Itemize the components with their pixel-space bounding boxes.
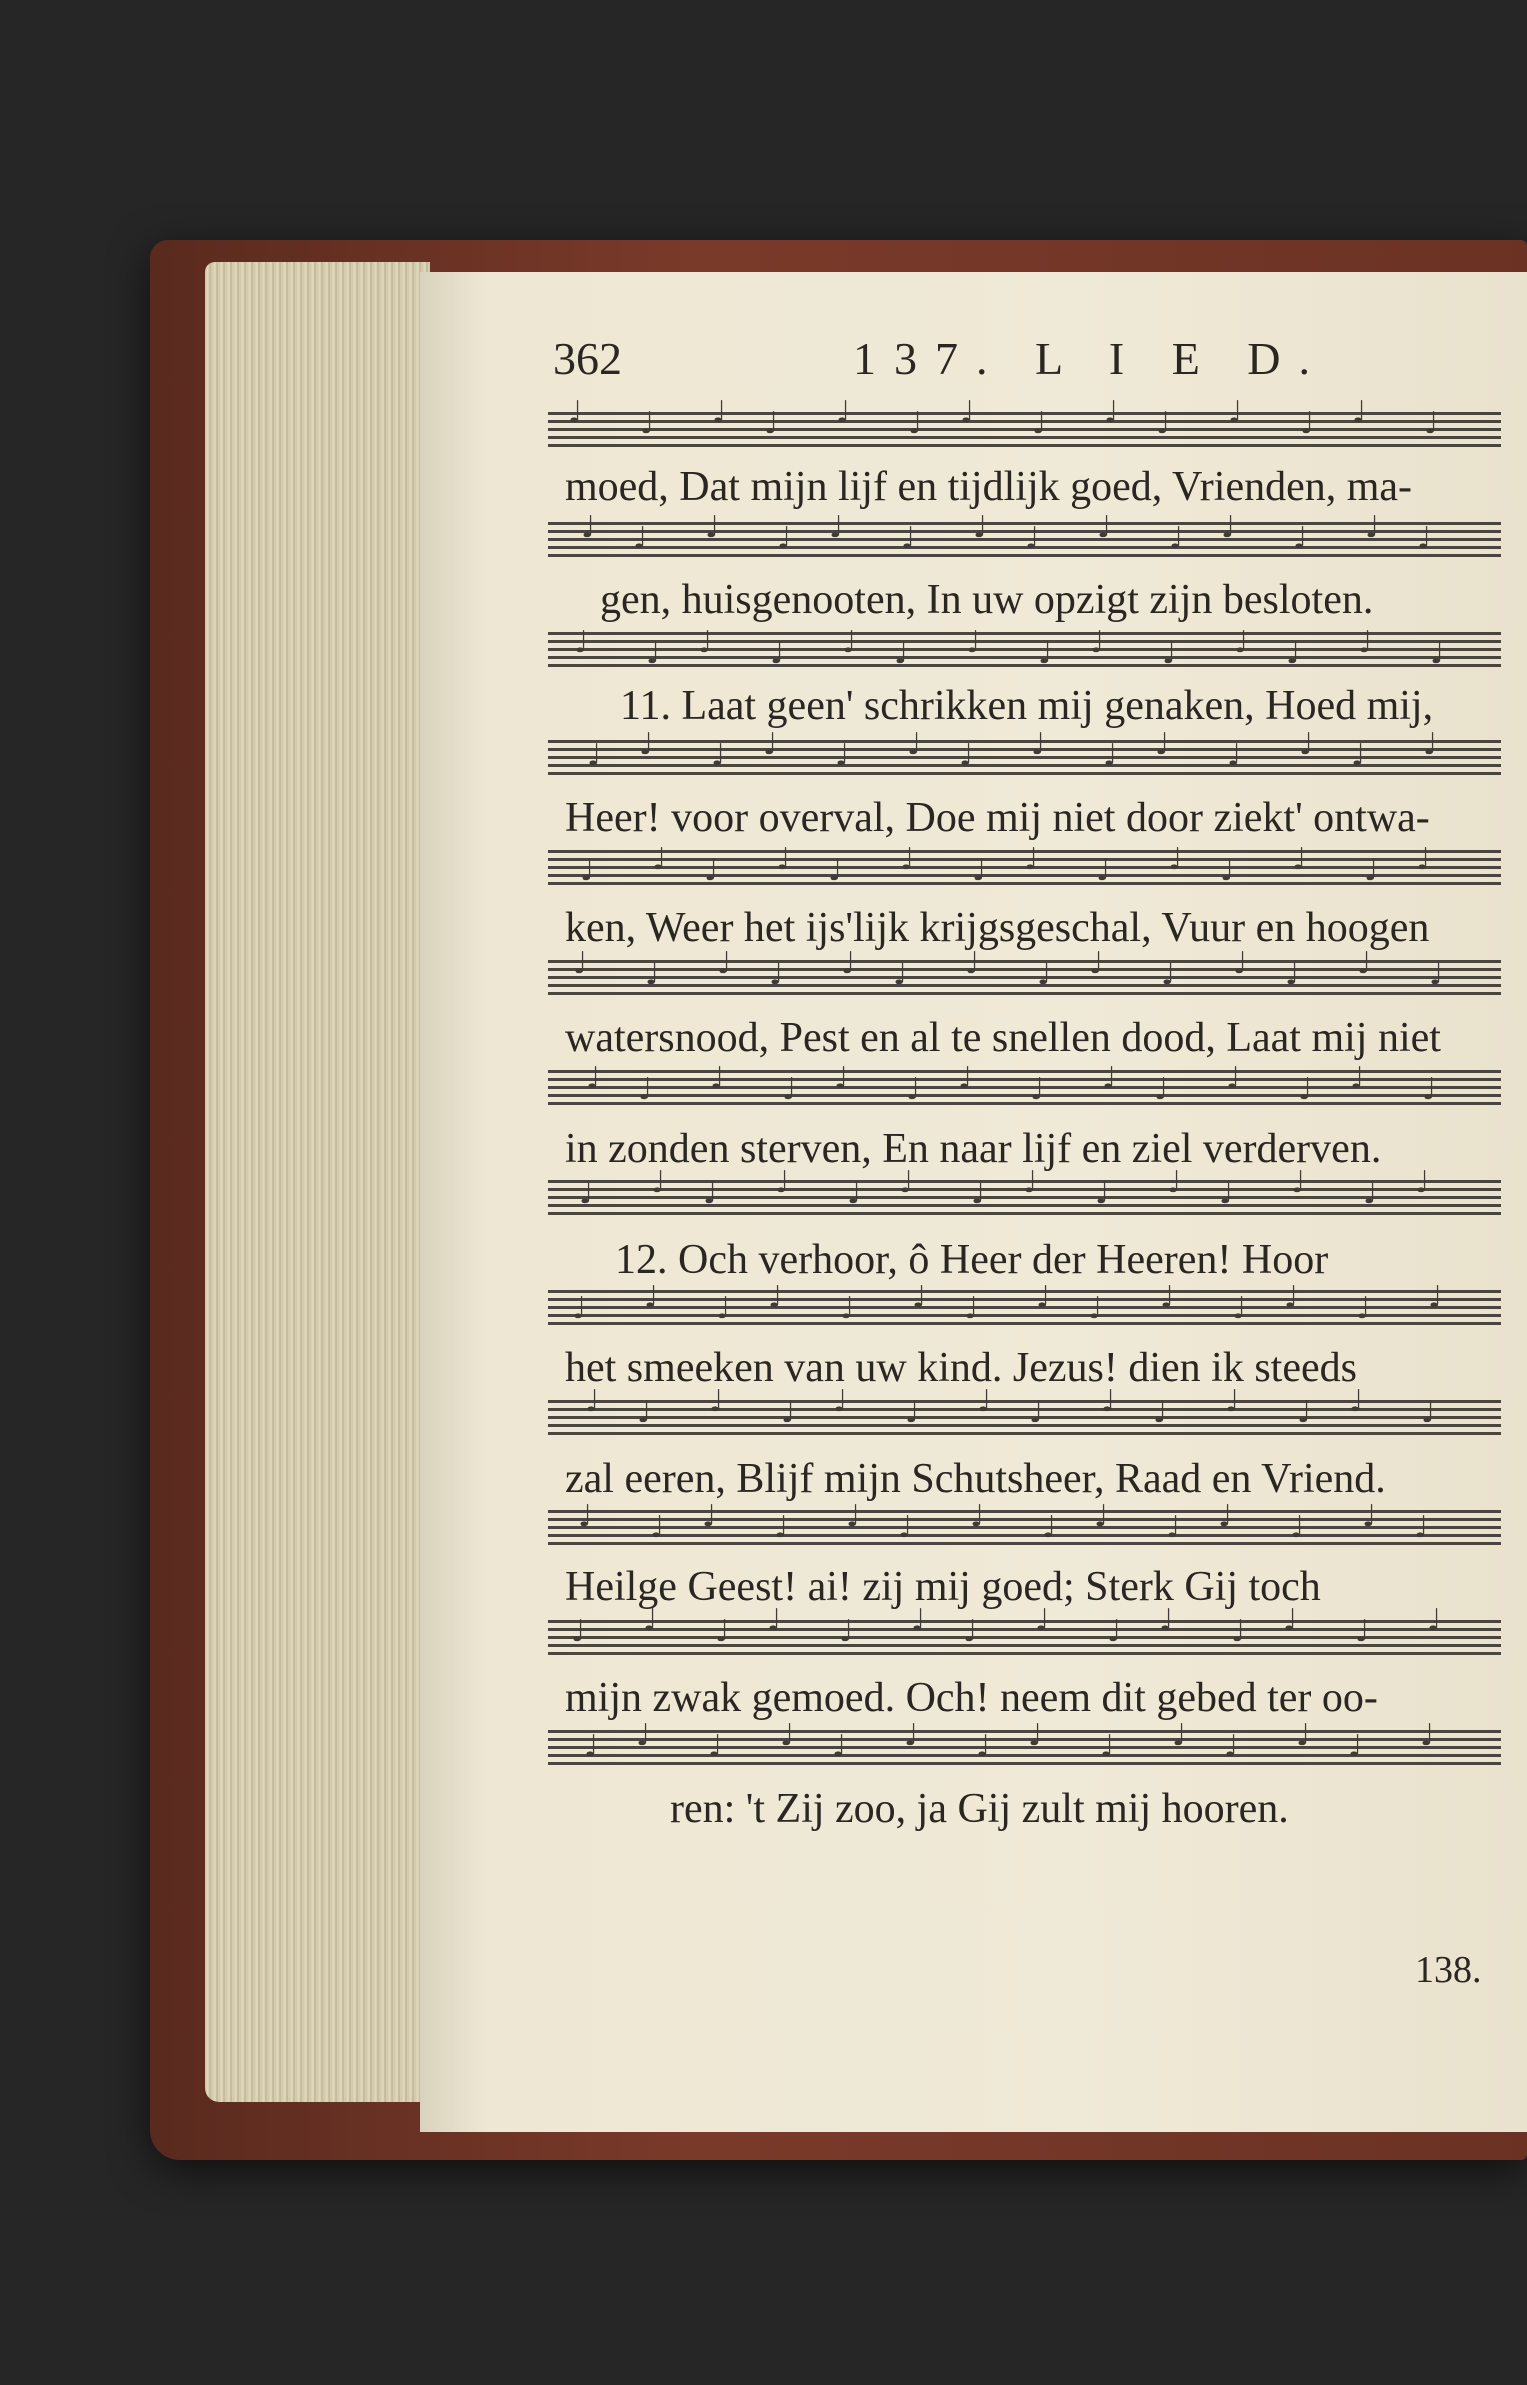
note-head: ♩ <box>1285 957 1300 992</box>
note-head: ♩ <box>842 625 857 660</box>
note-head: ♩ <box>1296 1718 1311 1753</box>
note-head: ♩ <box>640 406 655 441</box>
note-head: ♩ <box>1220 853 1235 888</box>
music-staff <box>548 1603 1501 1656</box>
note-head: ♩ <box>1362 1499 1377 1534</box>
note-head: ♩ <box>581 510 596 545</box>
note-head: ♩ <box>1421 1395 1436 1430</box>
note-head: ♩ <box>1300 406 1315 441</box>
note-head: ♩ <box>1293 521 1308 556</box>
note-head: ♩ <box>1024 842 1039 877</box>
note-head: ♩ <box>1095 1176 1110 1211</box>
hymn-title: 137. L I E D. <box>853 333 1329 384</box>
note-head: ♩ <box>717 946 732 981</box>
music-staff <box>548 625 1501 671</box>
music-staff <box>548 946 1501 996</box>
note-head: ♩ <box>1100 1729 1115 1764</box>
note-head: ♩ <box>703 1176 718 1211</box>
note-head: ♩ <box>710 1061 725 1096</box>
note-head: ♩ <box>776 842 791 877</box>
note-head: ♩ <box>712 395 727 430</box>
page-header <box>553 332 1513 382</box>
note-head: ♩ <box>1363 1176 1378 1211</box>
note-head: ♩ <box>898 1510 913 1545</box>
note-head: ♩ <box>646 636 661 671</box>
note-head: ♩ <box>828 853 843 888</box>
note-head: ♩ <box>833 1384 848 1419</box>
note-head: ♩ <box>1298 1072 1313 1107</box>
note-head: ♩ <box>711 738 726 773</box>
note-head: ♩ <box>1349 1384 1364 1419</box>
note-head: ♩ <box>1423 727 1438 762</box>
note-head: ♩ <box>958 1061 973 1096</box>
note-head: ♩ <box>1417 521 1432 556</box>
note-head: ♩ <box>1290 1510 1305 1545</box>
note-head: ♩ <box>1365 510 1380 545</box>
music-staff <box>548 510 1501 558</box>
note-head: ♩ <box>702 1499 717 1534</box>
note-head: ♩ <box>839 1614 854 1649</box>
note-head: ♩ <box>906 1072 921 1107</box>
note-head: ♩ <box>1297 1395 1312 1430</box>
lyric-line: zal eeren, Blijf mijn Schutsheer, Raad en Vriend. <box>565 1456 1386 1502</box>
note-head: ♩ <box>768 1280 783 1315</box>
note-head: ♩ <box>912 1280 927 1315</box>
note-head: ♩ <box>777 521 792 556</box>
note-head: ♩ <box>973 510 988 545</box>
note-head: ♩ <box>708 1729 723 1764</box>
note-head: ♩ <box>1030 1072 1045 1107</box>
note-head: ♩ <box>571 1614 586 1649</box>
note-head: ♩ <box>763 727 778 762</box>
note-head: ♩ <box>1167 1165 1182 1200</box>
note-head: ♩ <box>1228 395 1243 430</box>
note-head: ♩ <box>908 406 923 441</box>
note-head: ♩ <box>1424 406 1439 441</box>
note-head: ♩ <box>780 1718 795 1753</box>
note-head: ♩ <box>1420 1718 1435 1753</box>
note-head: ♩ <box>1090 625 1105 660</box>
page-number: 362 <box>553 333 622 384</box>
note-head: ♩ <box>767 1603 782 1638</box>
note-head: ♩ <box>639 727 654 762</box>
note-head: ♩ <box>1029 1395 1044 1430</box>
note-head: ♩ <box>1225 1384 1240 1419</box>
lyric-line: moed, Dat mijn lijf en tijdlijk goed, Vrienden, ma- <box>565 464 1413 510</box>
note-head: ♩ <box>1156 406 1171 441</box>
note-head: ♩ <box>1035 1603 1050 1638</box>
note-head: ♩ <box>652 842 667 877</box>
note-head: ♩ <box>1348 1729 1363 1764</box>
note-head: ♩ <box>1415 1165 1430 1200</box>
note-head: ♩ <box>894 636 909 671</box>
note-head: ♩ <box>1428 1280 1443 1315</box>
note-head: ♩ <box>963 1614 978 1649</box>
note-head: ♩ <box>770 636 785 671</box>
lyric-line: Heer! voor overval, Doe mij niet door ziekt' ontwa- <box>565 795 1430 841</box>
note-head: ♩ <box>1037 957 1052 992</box>
note-head: ♩ <box>1103 738 1118 773</box>
music-staff <box>548 727 1501 776</box>
note-head: ♩ <box>572 1291 587 1326</box>
note-head: ♩ <box>899 1165 914 1200</box>
note-head: ♩ <box>643 1603 658 1638</box>
note-head: ♩ <box>1096 853 1111 888</box>
note-head: ♩ <box>841 946 856 981</box>
music-staff <box>548 1499 1501 1546</box>
note-head: ♩ <box>644 1280 659 1315</box>
note-head: ♩ <box>1168 842 1183 877</box>
note-head: ♩ <box>900 842 915 877</box>
note-head: ♩ <box>1154 1072 1169 1107</box>
note-head: ♩ <box>1088 1291 1103 1326</box>
note-head: ♩ <box>1427 1603 1442 1638</box>
lyric-line: het smeeken van uw kind. Jezus! dien ik steeds <box>565 1345 1357 1391</box>
note-head: ♩ <box>1291 1165 1306 1200</box>
note-head: ♩ <box>834 1061 849 1096</box>
note-head: ♩ <box>1089 946 1104 981</box>
note-head: ♩ <box>774 1510 789 1545</box>
catchword: 138. <box>1415 1949 1482 1991</box>
note-head: ♩ <box>905 1395 920 1430</box>
note-head: ♩ <box>960 395 975 430</box>
note-head: ♩ <box>1107 1614 1122 1649</box>
note-head: ♩ <box>1025 521 1040 556</box>
note-head: ♩ <box>769 957 784 992</box>
music-staff <box>548 1165 1501 1216</box>
page-edges <box>205 262 430 2102</box>
note-head: ♩ <box>698 625 713 660</box>
note-head: ♩ <box>574 625 589 660</box>
note-head: ♩ <box>1350 1061 1365 1096</box>
note-head: ♩ <box>1042 1510 1057 1545</box>
note-head: ♩ <box>959 738 974 773</box>
note-head: ♩ <box>832 1729 847 1764</box>
note-head: ♩ <box>1416 842 1431 877</box>
note-head: ♩ <box>1356 1291 1371 1326</box>
note-head: ♩ <box>775 1165 790 1200</box>
note-head: ♩ <box>580 853 595 888</box>
note-head: ♩ <box>573 946 588 981</box>
note-head: ♩ <box>1169 521 1184 556</box>
note-head: ♩ <box>781 1395 796 1430</box>
music-staff <box>548 1718 1501 1766</box>
music-staff <box>548 1061 1501 1107</box>
note-head: ♩ <box>587 738 602 773</box>
lyric-line: 11. Laat geen' schrikken mij genaken, Hoed mij, <box>620 683 1434 729</box>
note-head: ♩ <box>1422 1072 1437 1107</box>
note-head: ♩ <box>972 853 987 888</box>
note-head: ♩ <box>965 946 980 981</box>
note-head: ♩ <box>904 1718 919 1753</box>
note-head: ♩ <box>1097 510 1112 545</box>
lyric-line: Heilge Geest! ai! zij mij goed; Sterk Gij toch <box>565 1564 1321 1610</box>
note-head: ♩ <box>586 1061 601 1096</box>
note-head: ♩ <box>1094 1499 1109 1534</box>
note-head: ♩ <box>1224 1729 1239 1764</box>
note-head: ♩ <box>1429 957 1444 992</box>
note-head: ♩ <box>977 1384 992 1419</box>
note-head: ♩ <box>1351 738 1366 773</box>
note-head: ♩ <box>976 1729 991 1764</box>
note-head: ♩ <box>907 727 922 762</box>
note-head: ♩ <box>1299 727 1314 762</box>
note-head: ♩ <box>836 395 851 430</box>
note-head: ♩ <box>1227 738 1242 773</box>
note-head: ♩ <box>847 1176 862 1211</box>
note-head: ♩ <box>1233 946 1248 981</box>
note-head: ♩ <box>1286 636 1301 671</box>
note-head: ♩ <box>716 1291 731 1326</box>
note-head: ♩ <box>1028 1718 1043 1753</box>
lyric-line: ren: 't Zij zoo, ja Gij zult mij hooren. <box>670 1786 1289 1832</box>
note-head: ♩ <box>715 1614 730 1649</box>
note-head: ♩ <box>1234 625 1249 660</box>
note-head: ♩ <box>1161 957 1176 992</box>
note-head: ♩ <box>1226 1061 1241 1096</box>
note-head: ♩ <box>1352 395 1367 430</box>
note-head: ♩ <box>1357 946 1372 981</box>
music-staff <box>548 842 1501 888</box>
note-head: ♩ <box>835 738 850 773</box>
note-head: ♩ <box>1159 1603 1174 1638</box>
music-staff <box>548 1280 1501 1326</box>
lyric-line: in zonden sterven, En naar lijf en ziel verderven. <box>565 1126 1382 1172</box>
note-head: ♩ <box>1219 1176 1234 1211</box>
note-head: ♩ <box>911 1603 926 1638</box>
note-head: ♩ <box>1155 727 1170 762</box>
note-head: ♩ <box>1153 1395 1168 1430</box>
note-head: ♩ <box>1231 1614 1246 1649</box>
note-head: ♩ <box>1101 1384 1116 1419</box>
note-head: ♩ <box>1221 510 1236 545</box>
note-head: ♩ <box>709 1384 724 1419</box>
lyric-line: watersnood, Pest en al te snellen dood, Laat mij niet <box>565 1015 1441 1061</box>
note-head: ♩ <box>1414 1510 1429 1545</box>
note-head: ♩ <box>966 625 981 660</box>
note-head: ♩ <box>1031 727 1046 762</box>
note-head: ♩ <box>1038 636 1053 671</box>
note-head: ♩ <box>1032 406 1047 441</box>
note-head: ♩ <box>638 1072 653 1107</box>
music-staff <box>548 395 1501 448</box>
note-head: ♩ <box>579 1176 594 1211</box>
note-head: ♩ <box>893 957 908 992</box>
lyric-line: 12. Och verhoor, ô Heer der Heeren! Hoor <box>615 1237 1329 1283</box>
note-head: ♩ <box>1023 1165 1038 1200</box>
note-head: ♩ <box>1104 395 1119 430</box>
note-head: ♩ <box>901 521 916 556</box>
note-head: ♩ <box>1160 1280 1175 1315</box>
note-head: ♩ <box>1283 1603 1298 1638</box>
note-head: ♩ <box>1172 1718 1187 1753</box>
lyric-line: gen, huisgenooten, In uw opzigt zijn besloten. <box>600 577 1374 623</box>
note-head: ♩ <box>650 1510 665 1545</box>
note-head: ♩ <box>645 957 660 992</box>
note-head: ♩ <box>1284 1280 1299 1315</box>
note-head: ♩ <box>964 1291 979 1326</box>
note-head: ♩ <box>578 1499 593 1534</box>
note-head: ♩ <box>1102 1061 1117 1096</box>
note-head: ♩ <box>1036 1280 1051 1315</box>
note-head: ♩ <box>840 1291 855 1326</box>
note-head: ♩ <box>1162 636 1177 671</box>
note-head: ♩ <box>651 1165 666 1200</box>
note-head: ♩ <box>846 1499 861 1534</box>
note-head: ♩ <box>1358 625 1373 660</box>
note-head: ♩ <box>633 521 648 556</box>
note-head: ♩ <box>829 510 844 545</box>
note-head: ♩ <box>764 406 779 441</box>
note-head: ♩ <box>1218 1499 1233 1534</box>
note-head: ♩ <box>584 1729 599 1764</box>
lyric-line: mijn zwak gemoed. Och! neem dit gebed ter oo- <box>565 1675 1378 1721</box>
note-head: ♩ <box>568 395 583 430</box>
note-head: ♩ <box>704 853 719 888</box>
note-head: ♩ <box>1430 636 1445 671</box>
note-head: ♩ <box>1232 1291 1247 1326</box>
note-head: ♩ <box>782 1072 797 1107</box>
music-staff <box>548 1384 1501 1436</box>
note-head: ♩ <box>971 1176 986 1211</box>
note-head: ♩ <box>585 1384 600 1419</box>
note-head: ♩ <box>970 1499 985 1534</box>
note-head: ♩ <box>636 1718 651 1753</box>
lyric-line: ken, Weer het ijs'lijk krijgsgeschal, Vuur en hoogen <box>565 905 1430 951</box>
note-head: ♩ <box>1166 1510 1181 1545</box>
note-head: ♩ <box>1292 842 1307 877</box>
note-head: ♩ <box>1355 1614 1370 1649</box>
note-head: ♩ <box>705 510 720 545</box>
note-head: ♩ <box>1364 853 1379 888</box>
note-head: ♩ <box>637 1395 652 1430</box>
